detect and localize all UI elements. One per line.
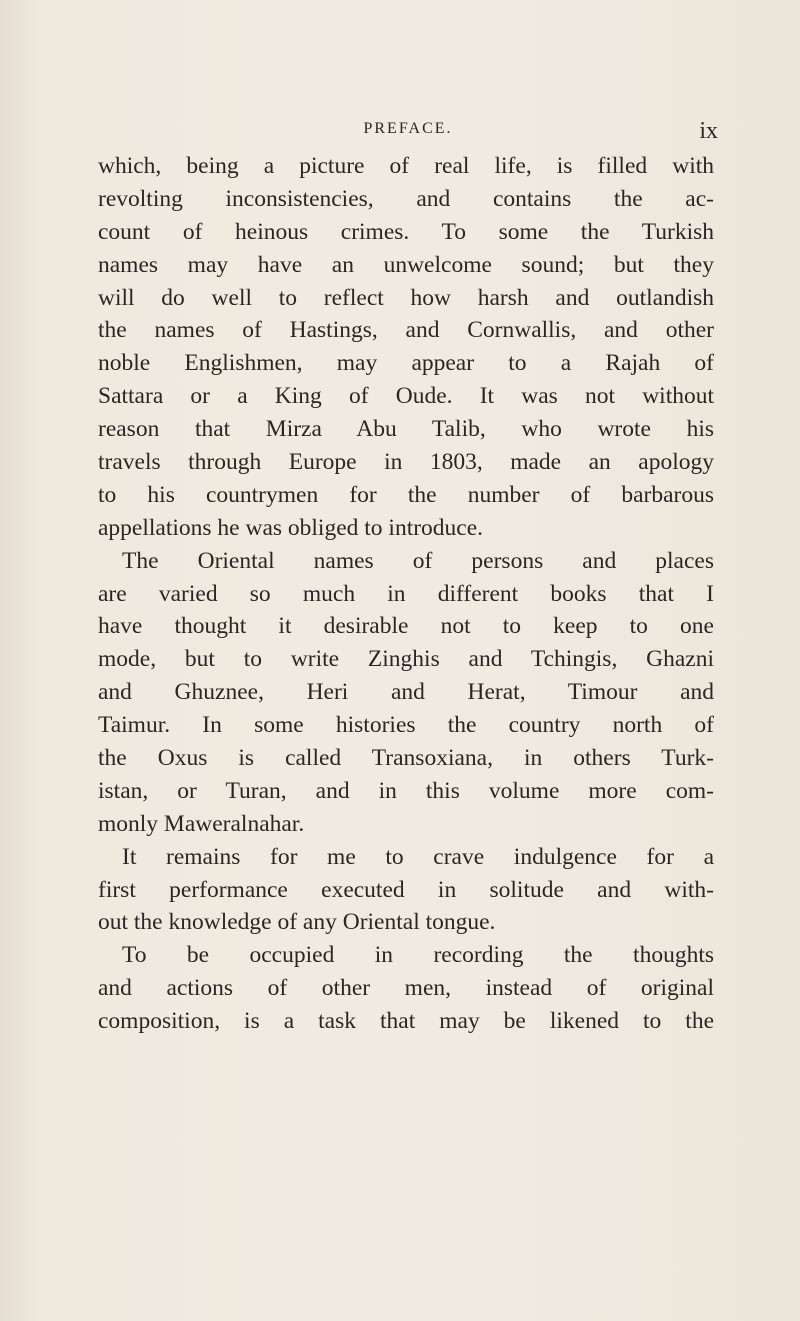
text-line: will do well to reflect how harsh and outlandish	[98, 284, 714, 311]
text-line: the names of Hastings, and Cornwallis, and other	[98, 317, 714, 344]
text-line: revolting inconsistencies, and contains the ac-	[98, 185, 714, 212]
text-line: Sattara or a King of Oude. It was not without	[98, 383, 714, 410]
text-line: appellations he was obliged to introduce.	[98, 514, 484, 541]
text-line: are varied so much in different books that I	[98, 580, 714, 607]
text-line: mode, but to write Zinghis and Tchingis, Ghazni	[98, 646, 714, 673]
text-line: count of heinous crimes. To some the Turkish	[98, 218, 714, 245]
page-number: ix	[699, 118, 718, 144]
text-line: to his countrymen for the number of barbarous	[98, 481, 714, 508]
text-line: noble Englishmen, may appear to a Rajah of	[98, 350, 714, 377]
text-line: Taimur. In some histories the country north of	[98, 712, 714, 739]
text-line: To be occupied in recording the thoughts	[122, 942, 714, 969]
text-line: out the knowledge of any Oriental tongue.	[98, 909, 496, 936]
running-head: PREFACE.	[363, 120, 453, 137]
text-line: composition, is a task that may be likened to the	[98, 1008, 714, 1035]
text-line: names may have an unwelcome sound; but they	[98, 251, 714, 278]
text-line: reason that Mirza Abu Talib, who wrote his	[98, 416, 714, 443]
text-line: It remains for me to crave indulgence for a	[122, 843, 714, 870]
text-line: which, being a picture of real life, is filled with	[98, 153, 714, 179]
text-line: and Ghuznee, Heri and Herat, Timour and	[98, 679, 714, 706]
body-text	[98, 150, 714, 1038]
text-line: monly Maweralnahar.	[98, 810, 305, 837]
text-line: have thought it desirable not to keep to one	[98, 613, 714, 640]
text-line: first performance executed in solitude and with-	[98, 876, 714, 903]
text-line: and actions of other men, instead of original	[98, 975, 714, 1002]
page-header	[98, 118, 718, 148]
text-line: travels through Europe in 1803, made an apology	[98, 449, 714, 476]
text-line: The Oriental names of persons and places	[122, 547, 714, 574]
text-line: the Oxus is called Transoxiana, in others Turk-	[98, 745, 714, 772]
text-line: istan, or Turan, and in this volume more com-	[98, 777, 714, 804]
